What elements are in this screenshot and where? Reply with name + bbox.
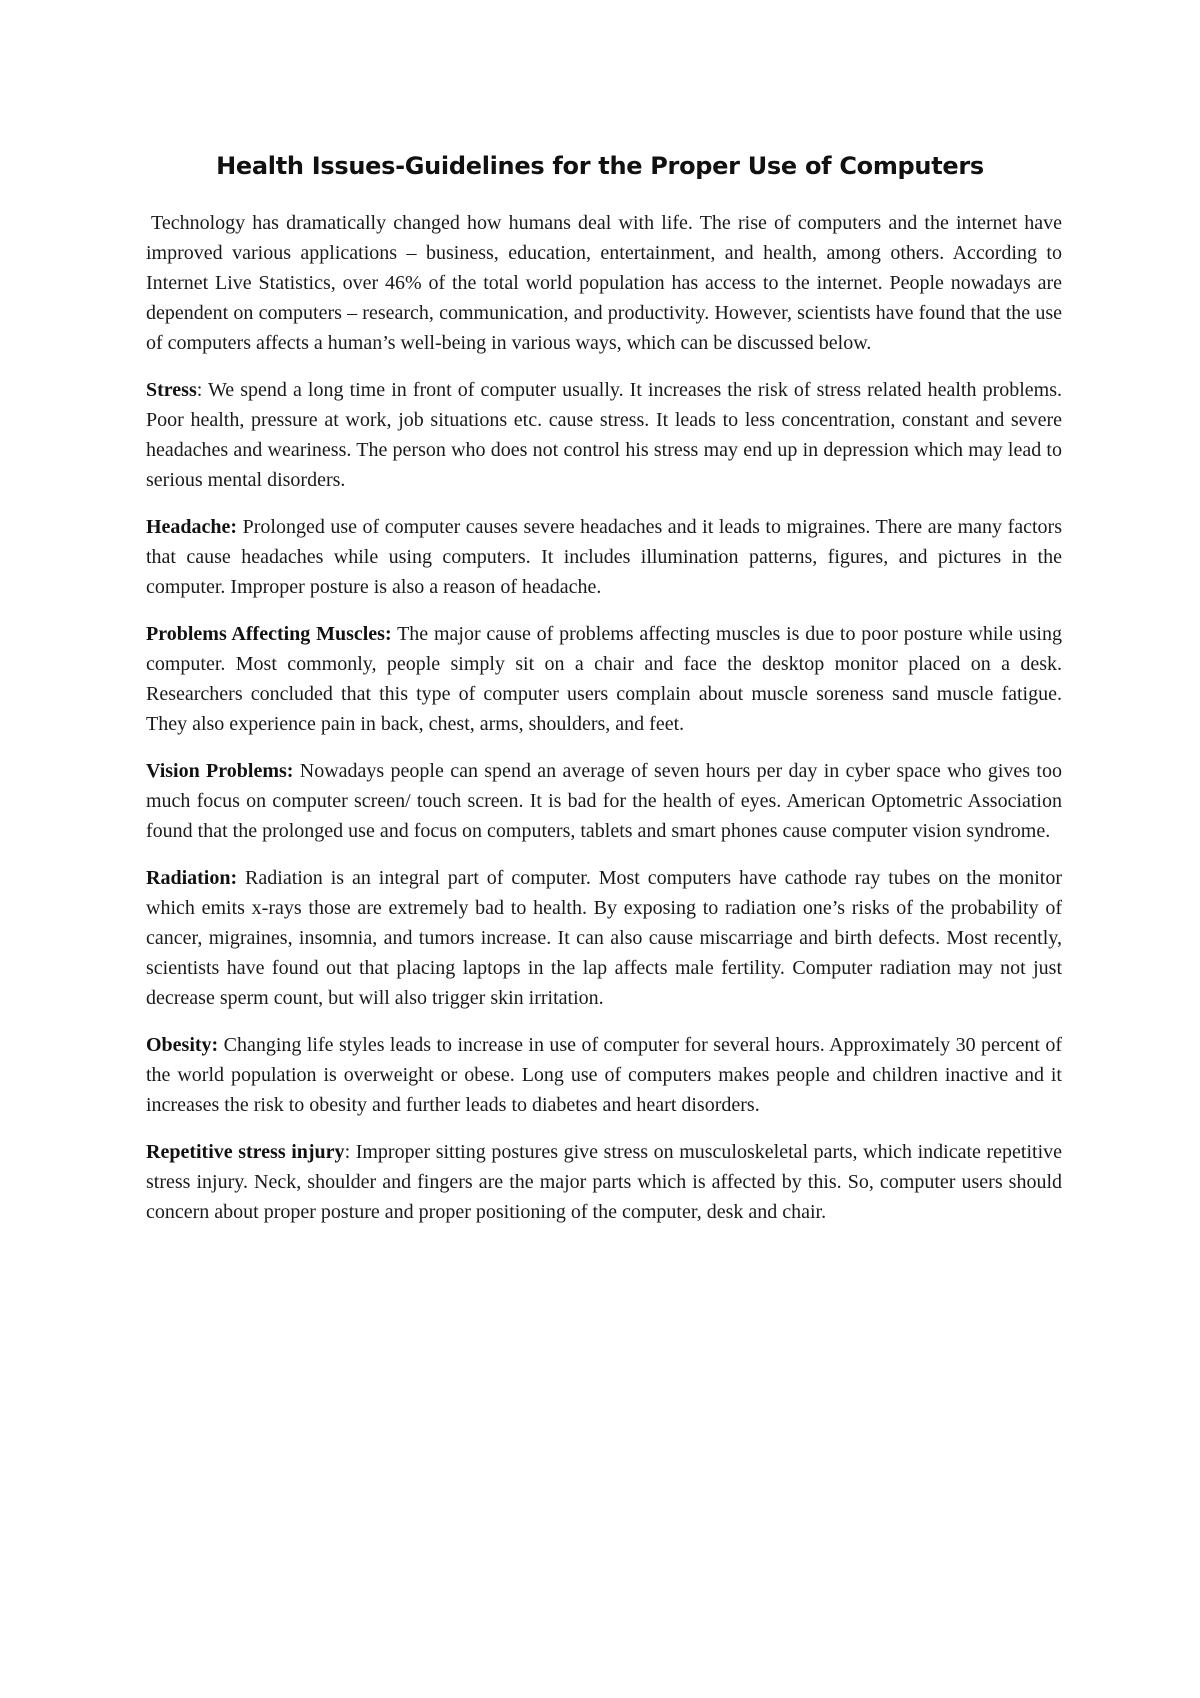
section-vision	[146, 756, 1062, 846]
section-term: Radiation:	[146, 867, 238, 889]
section-separator: :	[344, 1141, 351, 1163]
page-title: Health Issues-Guidelines for the Proper Use of Computers	[216, 152, 984, 180]
section-text: We spend a long time in front of computer usually. It increases the risk of stress related health problems. Poor health, pressure at work, job situations etc. cause stress. It leads to less concentration, constant and severe headaches and weariness. The person who does not control his stress may end up in depression which may lead to serious mental disorders.	[146, 379, 1062, 491]
section-term: Stress	[146, 379, 197, 401]
section-text: Nowadays people can spend an average of seven hours per day in cyber space who gives too much focus on computer screen/ touch screen. It is bad for the health of eyes. American Optometric Association found that the prolonged use and focus on computers, tablets and smart phones cause computer vision syndrome.	[146, 760, 1062, 842]
section-text: Radiation is an integral part of computer. Most computers have cathode ray tubes on the monitor which emits x-rays those are extremely bad to health. By exposing to radiation one’s risks of the probability of cancer, migraines, insomnia, and tumors increase. It can also cause miscarriage and birth defects. Most recently, scientists have found out that placing laptops in the lap affects male fertility. Computer radiation may not just decrease sperm count, but will also trigger skin irritation.	[146, 867, 1062, 1009]
section-stress	[146, 375, 1062, 495]
document-body	[146, 208, 1062, 1244]
section-text: Changing life styles leads to increase in use of computer for several hours. Approximately 30 percent of the world population is overweight or obese. Long use of computers makes people and children inactive and it increases the risk to obesity and further leads to diabetes and heart disorders.	[146, 1034, 1062, 1116]
section-text: The major cause of problems affecting muscles is due to poor posture while using computer. Most commonly, people simply sit on a chair and face the desktop monitor placed on a desk. Researchers concluded that this type of computer users complain about muscle soreness sand muscle fatigue. They also experience pain in back, chest, arms, shoulders, and feet.	[146, 623, 1062, 735]
section-term: Obesity:	[146, 1034, 219, 1056]
section-term: Headache:	[146, 516, 238, 538]
section-text: Prolonged use of computer causes severe headaches and it leads to migraines. There are many factors that cause headaches while using computers. It includes illumination patterns, figures, and pictures in the computer. Improper posture is also a reason of headache.	[146, 516, 1062, 598]
section-term: Repetitive stress injury	[146, 1141, 345, 1163]
section-obesity	[146, 1030, 1062, 1120]
section-text: Improper sitting postures give stress on musculoskeletal parts, which indicate repetitive stress injury. Neck, shoulder and fingers are the major parts which is affected by this. So, computer users should concern about proper posture and proper positioning of the computer, desk and chair.	[146, 1141, 1063, 1223]
section-radiation	[146, 863, 1062, 1013]
intro-paragraph: Technology has dramatically changed how humans deal with life. The rise of computers and the internet have improved various applications – business, education, entertainment, and health, among others. According to Internet Live Statistics, over 46% of the total world population has access to the internet. People nowadays are dependent on computers – research, communication, and productivity. However, scientists have found that the use of computers affects a human’s well-being in various ways, which can be discussed below.	[146, 212, 1062, 354]
section-repetitive-stress	[146, 1137, 1062, 1227]
section-muscles	[146, 619, 1062, 739]
section-term: Problems Affecting Muscles:	[146, 623, 392, 645]
section-separator: :	[196, 379, 203, 401]
section-term: Vision Problems:	[146, 760, 294, 782]
section-headache	[146, 512, 1062, 602]
